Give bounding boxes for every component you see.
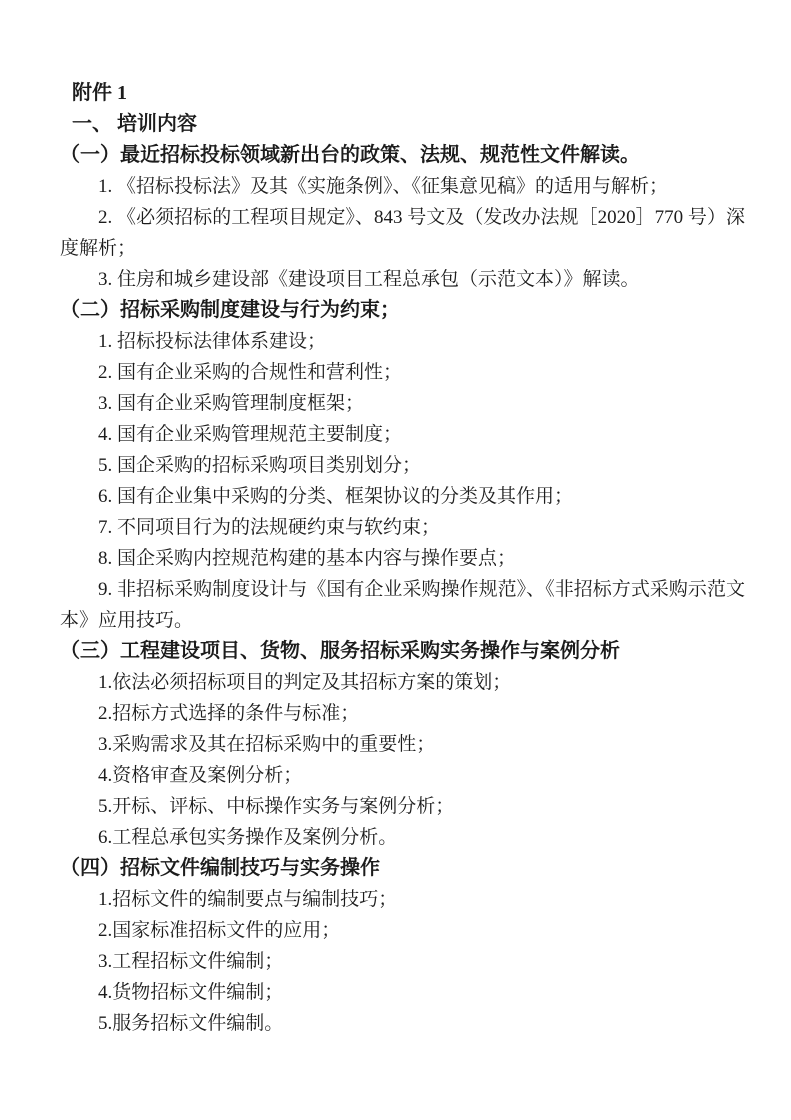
section-4-item-3: 3.工程招标文件编制； bbox=[98, 951, 284, 972]
section-3-item-5: 5.开标、评标、中标操作实务与案例分析； bbox=[98, 796, 455, 817]
section-3-item-1: 1.依法必须招标项目的判定及其招标方案的策划； bbox=[98, 672, 512, 693]
section-2-item-4: 4. 国有企业采购管理规范主要制度； bbox=[98, 424, 403, 445]
section-1-item-3: 3. 住房和城乡建设部《建设项目工程总承包（示范文本）》解读。 bbox=[98, 269, 640, 290]
section-2-item-8: 8. 国企采购内控规范构建的基本内容与操作要点； bbox=[98, 548, 517, 569]
section-1-item-1: 1. 《招标投标法》及其《实施条例》、《征集意见稿》的适用与解析； bbox=[98, 176, 669, 197]
section-4-title: （四）招标文件编制技巧与实务操作 bbox=[60, 857, 380, 879]
section-2-item-7: 7. 不同项目行为的法规硬约束与软约束； bbox=[98, 517, 441, 538]
section-3-item-2: 2.招标方式选择的条件与标准； bbox=[98, 703, 360, 724]
section-2-item-3: 3. 国有企业采购管理制度框架； bbox=[98, 393, 365, 414]
section-2-item-9: 9. 非招标采购制度设计与《国有企业采购操作规范》、《非招标方式采购示范文本》应用技巧。 bbox=[60, 579, 745, 631]
section-2-item-1: 1. 招标投标法律体系建设； bbox=[98, 331, 327, 352]
main-heading: 一、 培训内容 bbox=[72, 113, 197, 135]
section-1-item-2: 2. 《必须招标的工程项目规定》、843 号文及（发改办法规［2020］770 号）深度解析； bbox=[60, 207, 745, 259]
section-4-item-4: 4.货物招标文件编制； bbox=[98, 982, 284, 1003]
section-2-item-6: 6. 国有企业集中采购的分类、框架协议的分类及其作用； bbox=[98, 486, 574, 507]
section-3-title: （三）工程建设项目、货物、服务招标采购实务操作与案例分析 bbox=[60, 640, 620, 662]
section-2-title: （二）招标采购制度建设与行为约束； bbox=[60, 299, 400, 321]
section-2-item-2: 2. 国有企业采购的合规性和营利性； bbox=[98, 362, 403, 383]
section-4-item-1: 1.招标文件的编制要点与编制技巧； bbox=[98, 889, 398, 910]
section-3-item-3: 3.采购需求及其在招标采购中的重要性； bbox=[98, 734, 436, 755]
section-1-title: （一）最近招标投标领域新出台的政策、法规、规范性文件解读。 bbox=[60, 144, 640, 166]
section-4-item-2: 2.国家标准招标文件的应用； bbox=[98, 920, 341, 941]
attachment-label: 附件 1 bbox=[72, 82, 127, 104]
section-2-item-5: 5. 国企采购的招标采购项目类别划分； bbox=[98, 455, 422, 476]
section-4-item-5: 5.服务招标文件编制。 bbox=[98, 1013, 284, 1034]
section-3-item-4: 4.资格审查及案例分析； bbox=[98, 765, 303, 786]
section-3-item-6: 6.工程总承包实务操作及案例分析。 bbox=[98, 827, 398, 848]
